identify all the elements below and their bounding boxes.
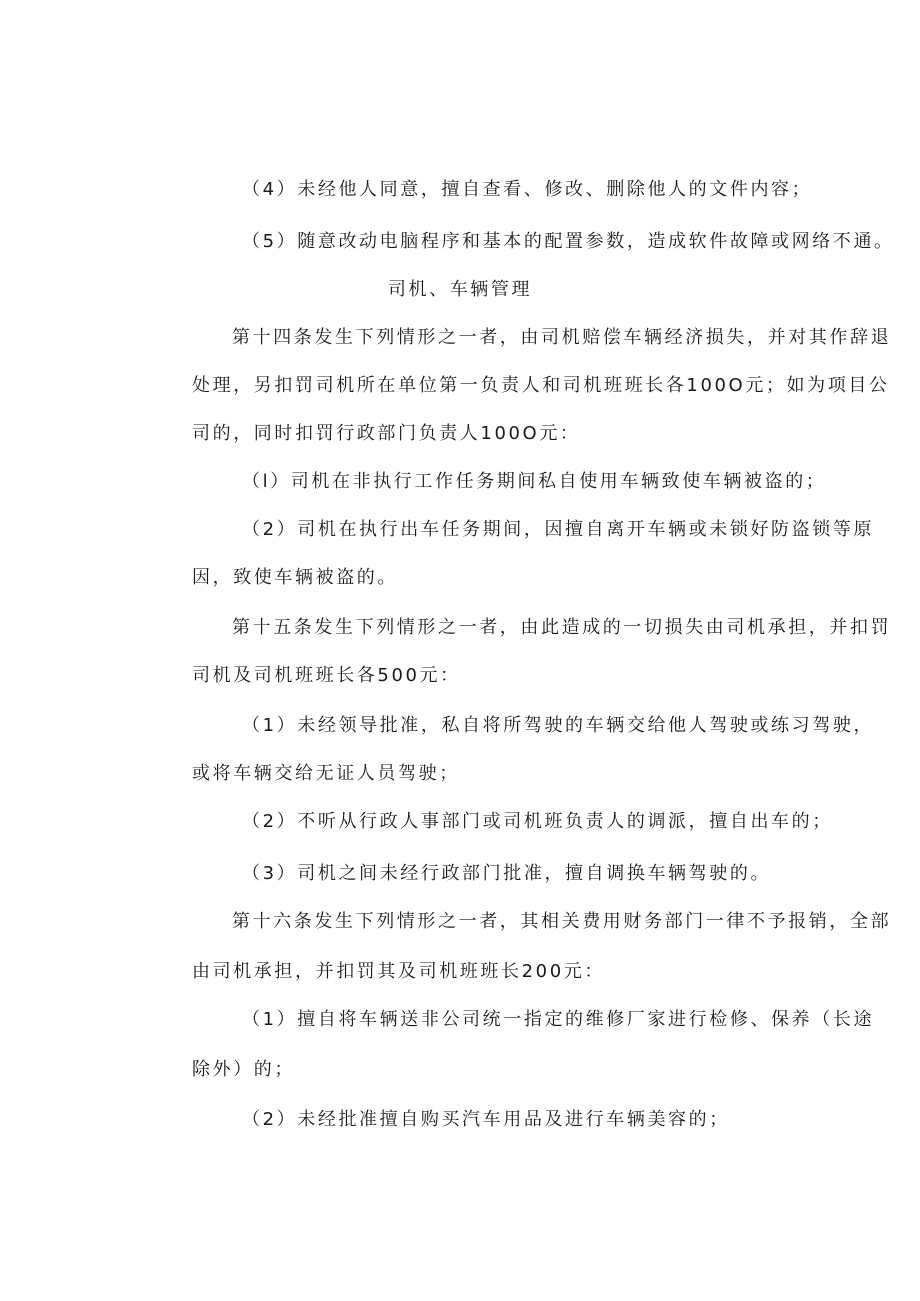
article-15-item-2: （2）不听从行政人事部门或司机班负责人的调派，擅自出车的； xyxy=(242,811,833,832)
article-16-line-2: 由司机承担，并扣罚其及司机班班长200元： xyxy=(192,961,605,982)
article-16-item-2: （2）未经批准擅自购买汽车用品及进行车辆美容的； xyxy=(242,1109,730,1130)
article-15-line-1: 第十五条发生下列情形之一者，由此造成的一切损失由司机承担，并扣罚 xyxy=(232,617,892,638)
article-14-line-2: 处理，另扣罚司机所在单位第一负责人和司机班班长各100O元；如为项目公 xyxy=(192,375,890,396)
text-line-clause-4: （4）未经他人同意，擅自查看、修改、删除他人的文件内容； xyxy=(242,179,813,200)
article-14-item-2-line-2: 因，致使车辆被盗的。 xyxy=(192,567,398,588)
article-15-item-3: （3）司机之间未经行政部门批准，擅自调换车辆驾驶的。 xyxy=(242,863,772,884)
article-16-line-1: 第十六条发生下列情形之一者，其相关费用财务部门一律不予报销，全部 xyxy=(232,911,892,932)
article-15-item-1-line-1: （1）未经领导批准，私自将所驾驶的车辆交给他人驾驶或练习驾驶， xyxy=(242,715,875,736)
article-15-line-2: 司机及司机班班长各500元： xyxy=(192,665,461,686)
article-14-item-2-line-1: （2）司机在执行出车任务期间，因擅自离开车辆或未锁好防盗锁等原 xyxy=(242,519,875,540)
article-16-item-1-line-1: （1）擅自将车辆送非公司统一指定的维修厂家进行检修、保养（长途 xyxy=(242,1009,875,1030)
article-16-item-1-line-2: 除外）的； xyxy=(192,1059,295,1080)
article-15-item-1-line-2: 或将车辆交给无证人员驾驶； xyxy=(192,763,460,784)
section-heading: 司机、车辆管理 xyxy=(387,279,533,300)
article-14-line-1: 第十四条发生下列情形之一者，由司机赔偿车辆经济损失，并对其作辞退 xyxy=(232,327,892,348)
text-line-clause-5: （5）随意改动电脑程序和基本的配置参数，造成软件故障或网络不通。 xyxy=(242,231,895,252)
article-14-item-1: （l）司机在非执行工作任务期间私自使用车辆致使车辆被盗的； xyxy=(242,471,827,492)
article-14-line-3: 司的，同时扣罚行政部门负责人100O元： xyxy=(192,423,581,444)
